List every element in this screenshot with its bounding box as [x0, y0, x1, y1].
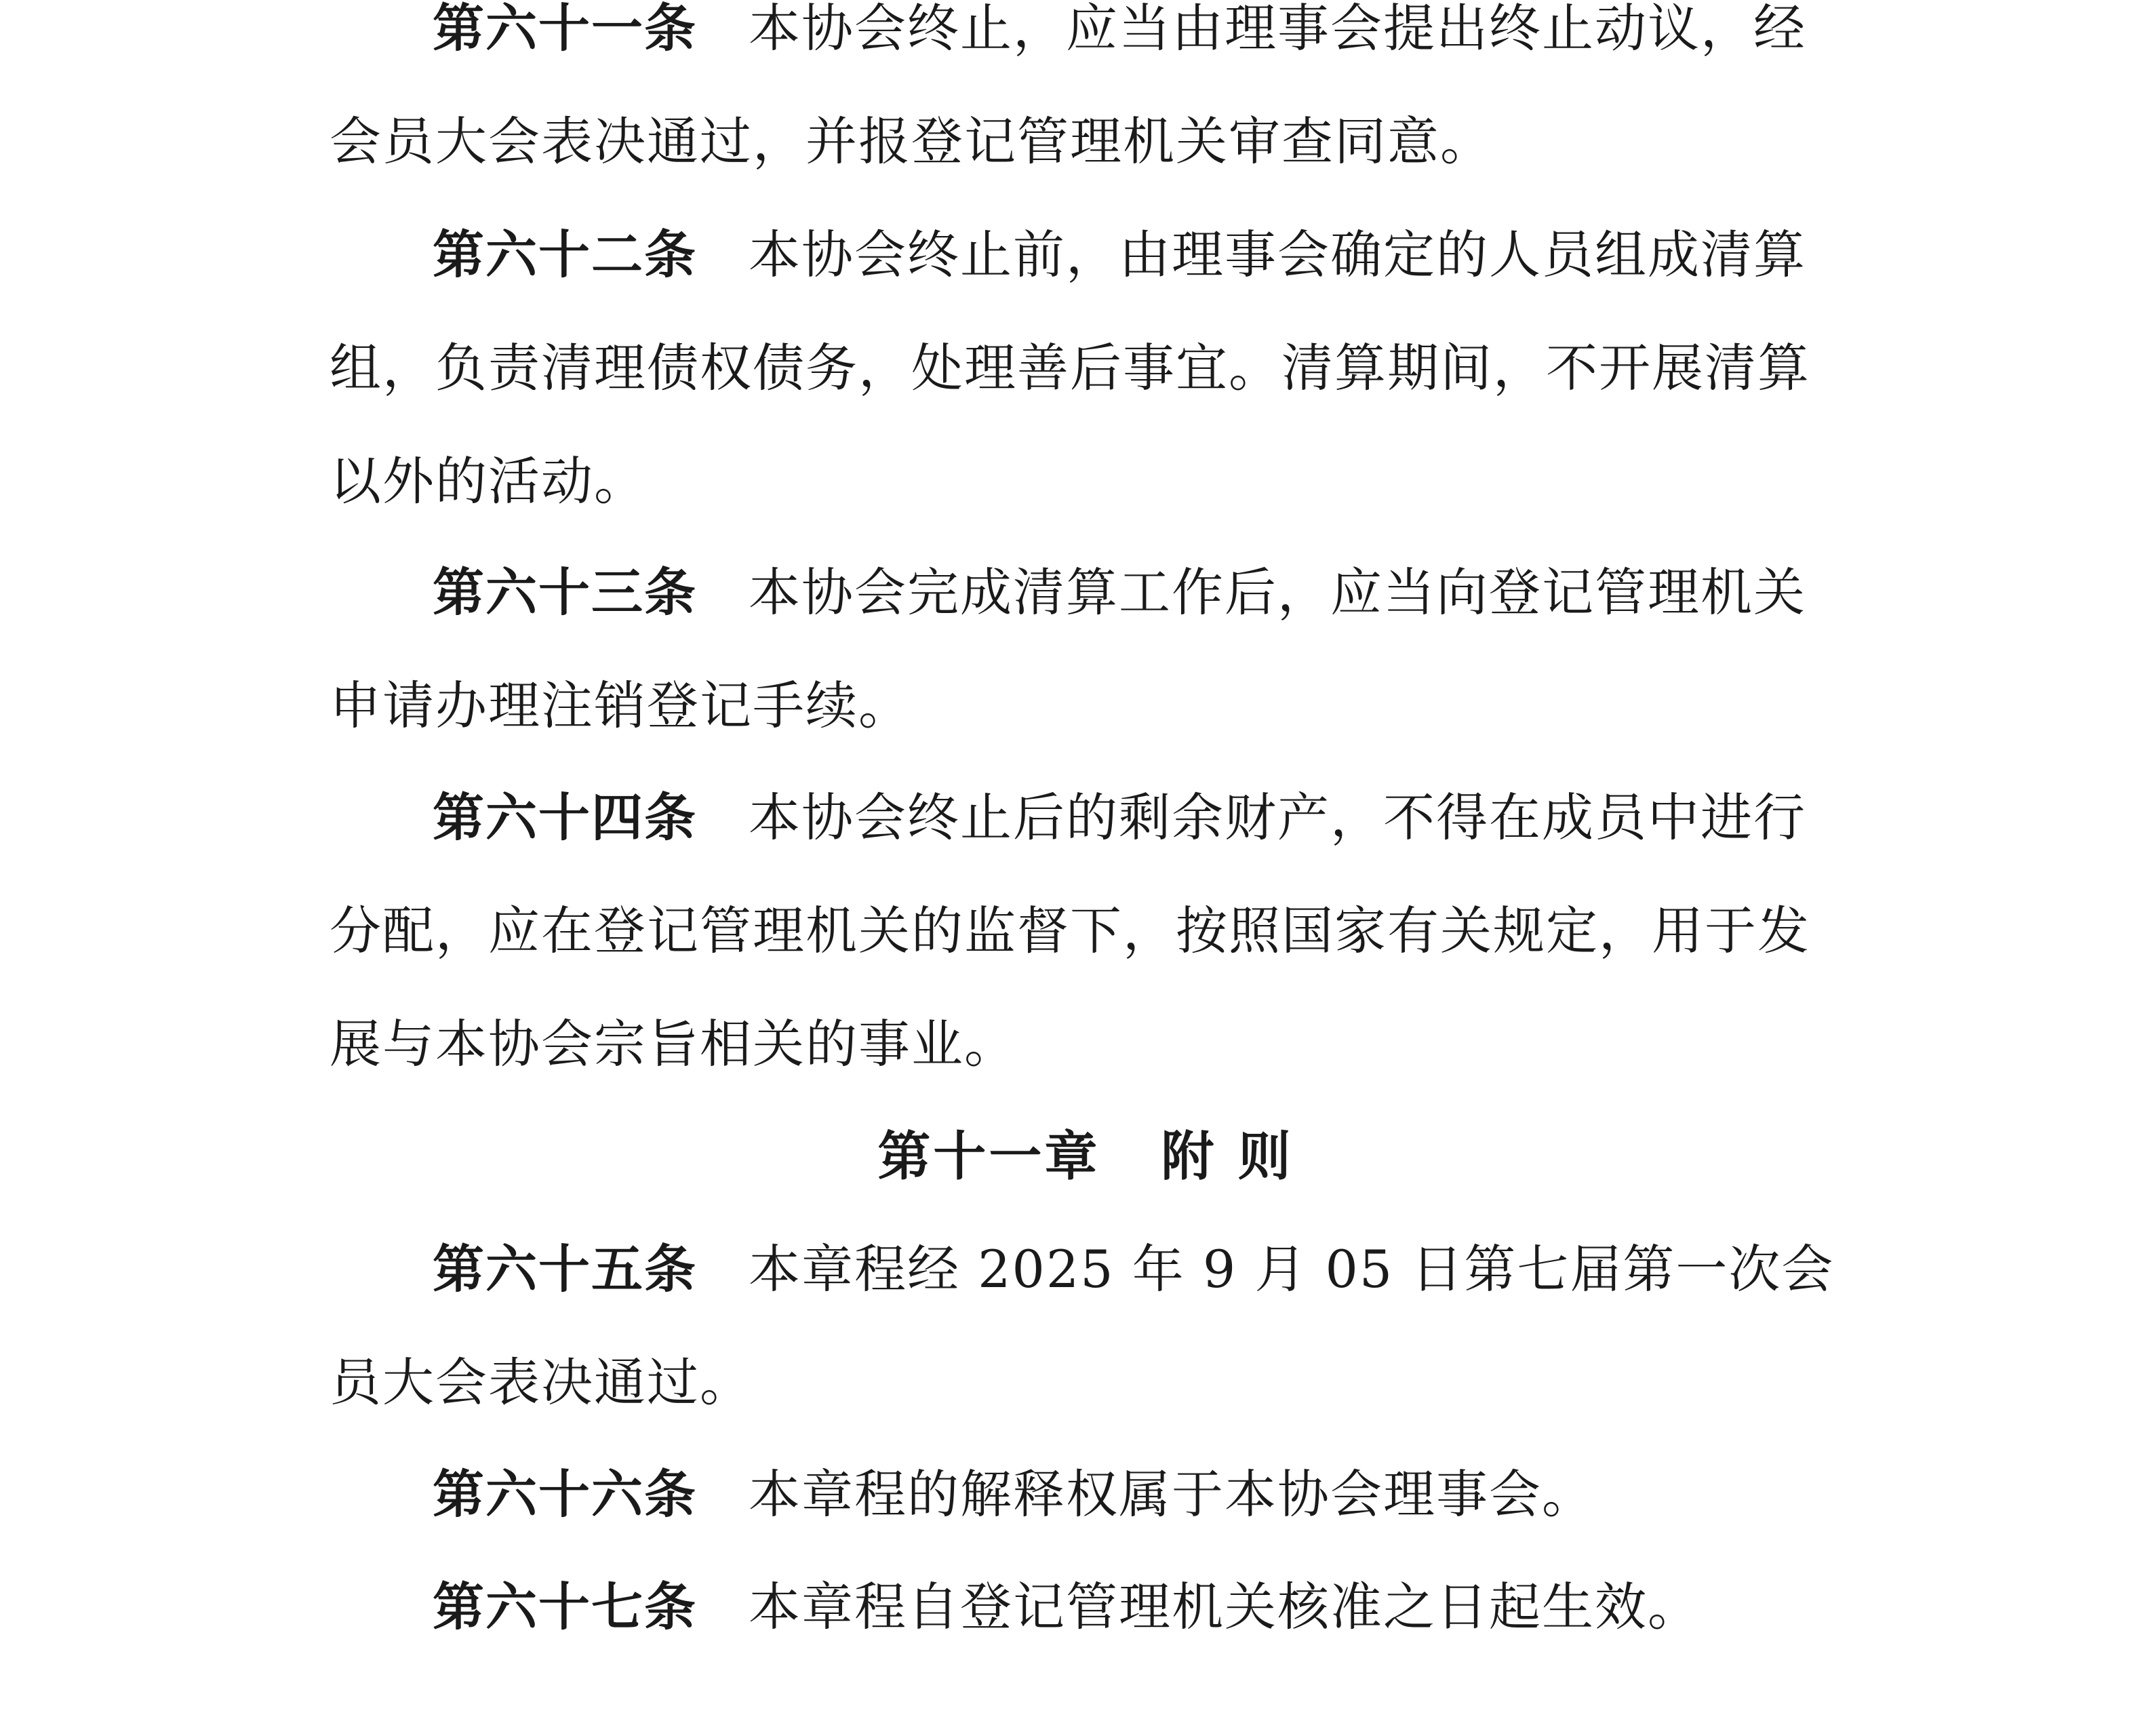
article-number: 第六十三条: [433, 562, 697, 623]
article-text: 本章程的解释权属于本协会理事会。: [749, 1464, 1595, 1524]
document-page: [330, 0, 1842, 1736]
article-number: 第六十七条: [433, 1577, 697, 1637]
article-number: 第六十一条: [433, 0, 697, 58]
article-65: [330, 1212, 1842, 1439]
article-text: 本协会终止前，由理事会确定的人员组成清算组，负责清理债权债务，处理善后事宜。清算期间，不开展清算以外的活动。: [330, 224, 1810, 511]
article-64: [330, 761, 1842, 1101]
article-number: 第六十六条: [433, 1464, 697, 1524]
article-number: 第六十四条: [433, 787, 697, 848]
article-66: [330, 1438, 1842, 1551]
article-number: 第六十二条: [433, 224, 697, 285]
article-62: [330, 198, 1842, 538]
chapter-number: 第十一章: [877, 1126, 1100, 1187]
article-text: 本章程经 2025 年 9 月 05 日第七届第一次会员大会表决通过。: [330, 1239, 1835, 1413]
article-text: 本协会完成清算工作后，应当向登记管理机关申请办理注销登记手续。: [330, 562, 1806, 736]
article-number: 第六十五条: [433, 1239, 697, 1299]
article-67: [330, 1550, 1842, 1663]
article-61: [330, 0, 1842, 198]
article-text: 本章程自登记管理机关核准之日起生效。: [749, 1577, 1700, 1637]
chapter-title: 附 则: [1161, 1126, 1294, 1187]
article-63: [330, 536, 1842, 762]
article-text: 本协会终止后的剩余财产，不得在成员中进行分配，应在登记管理机关的监督下，按照国家有关规定，用于发展与本协会宗旨相关的事业。: [330, 787, 1810, 1074]
chapter-heading: [330, 1100, 1842, 1213]
article-text: 本协会终止，应当由理事会提出终止动议，经会员大会表决通过，并报登记管理机关审查同意。: [330, 0, 1806, 172]
